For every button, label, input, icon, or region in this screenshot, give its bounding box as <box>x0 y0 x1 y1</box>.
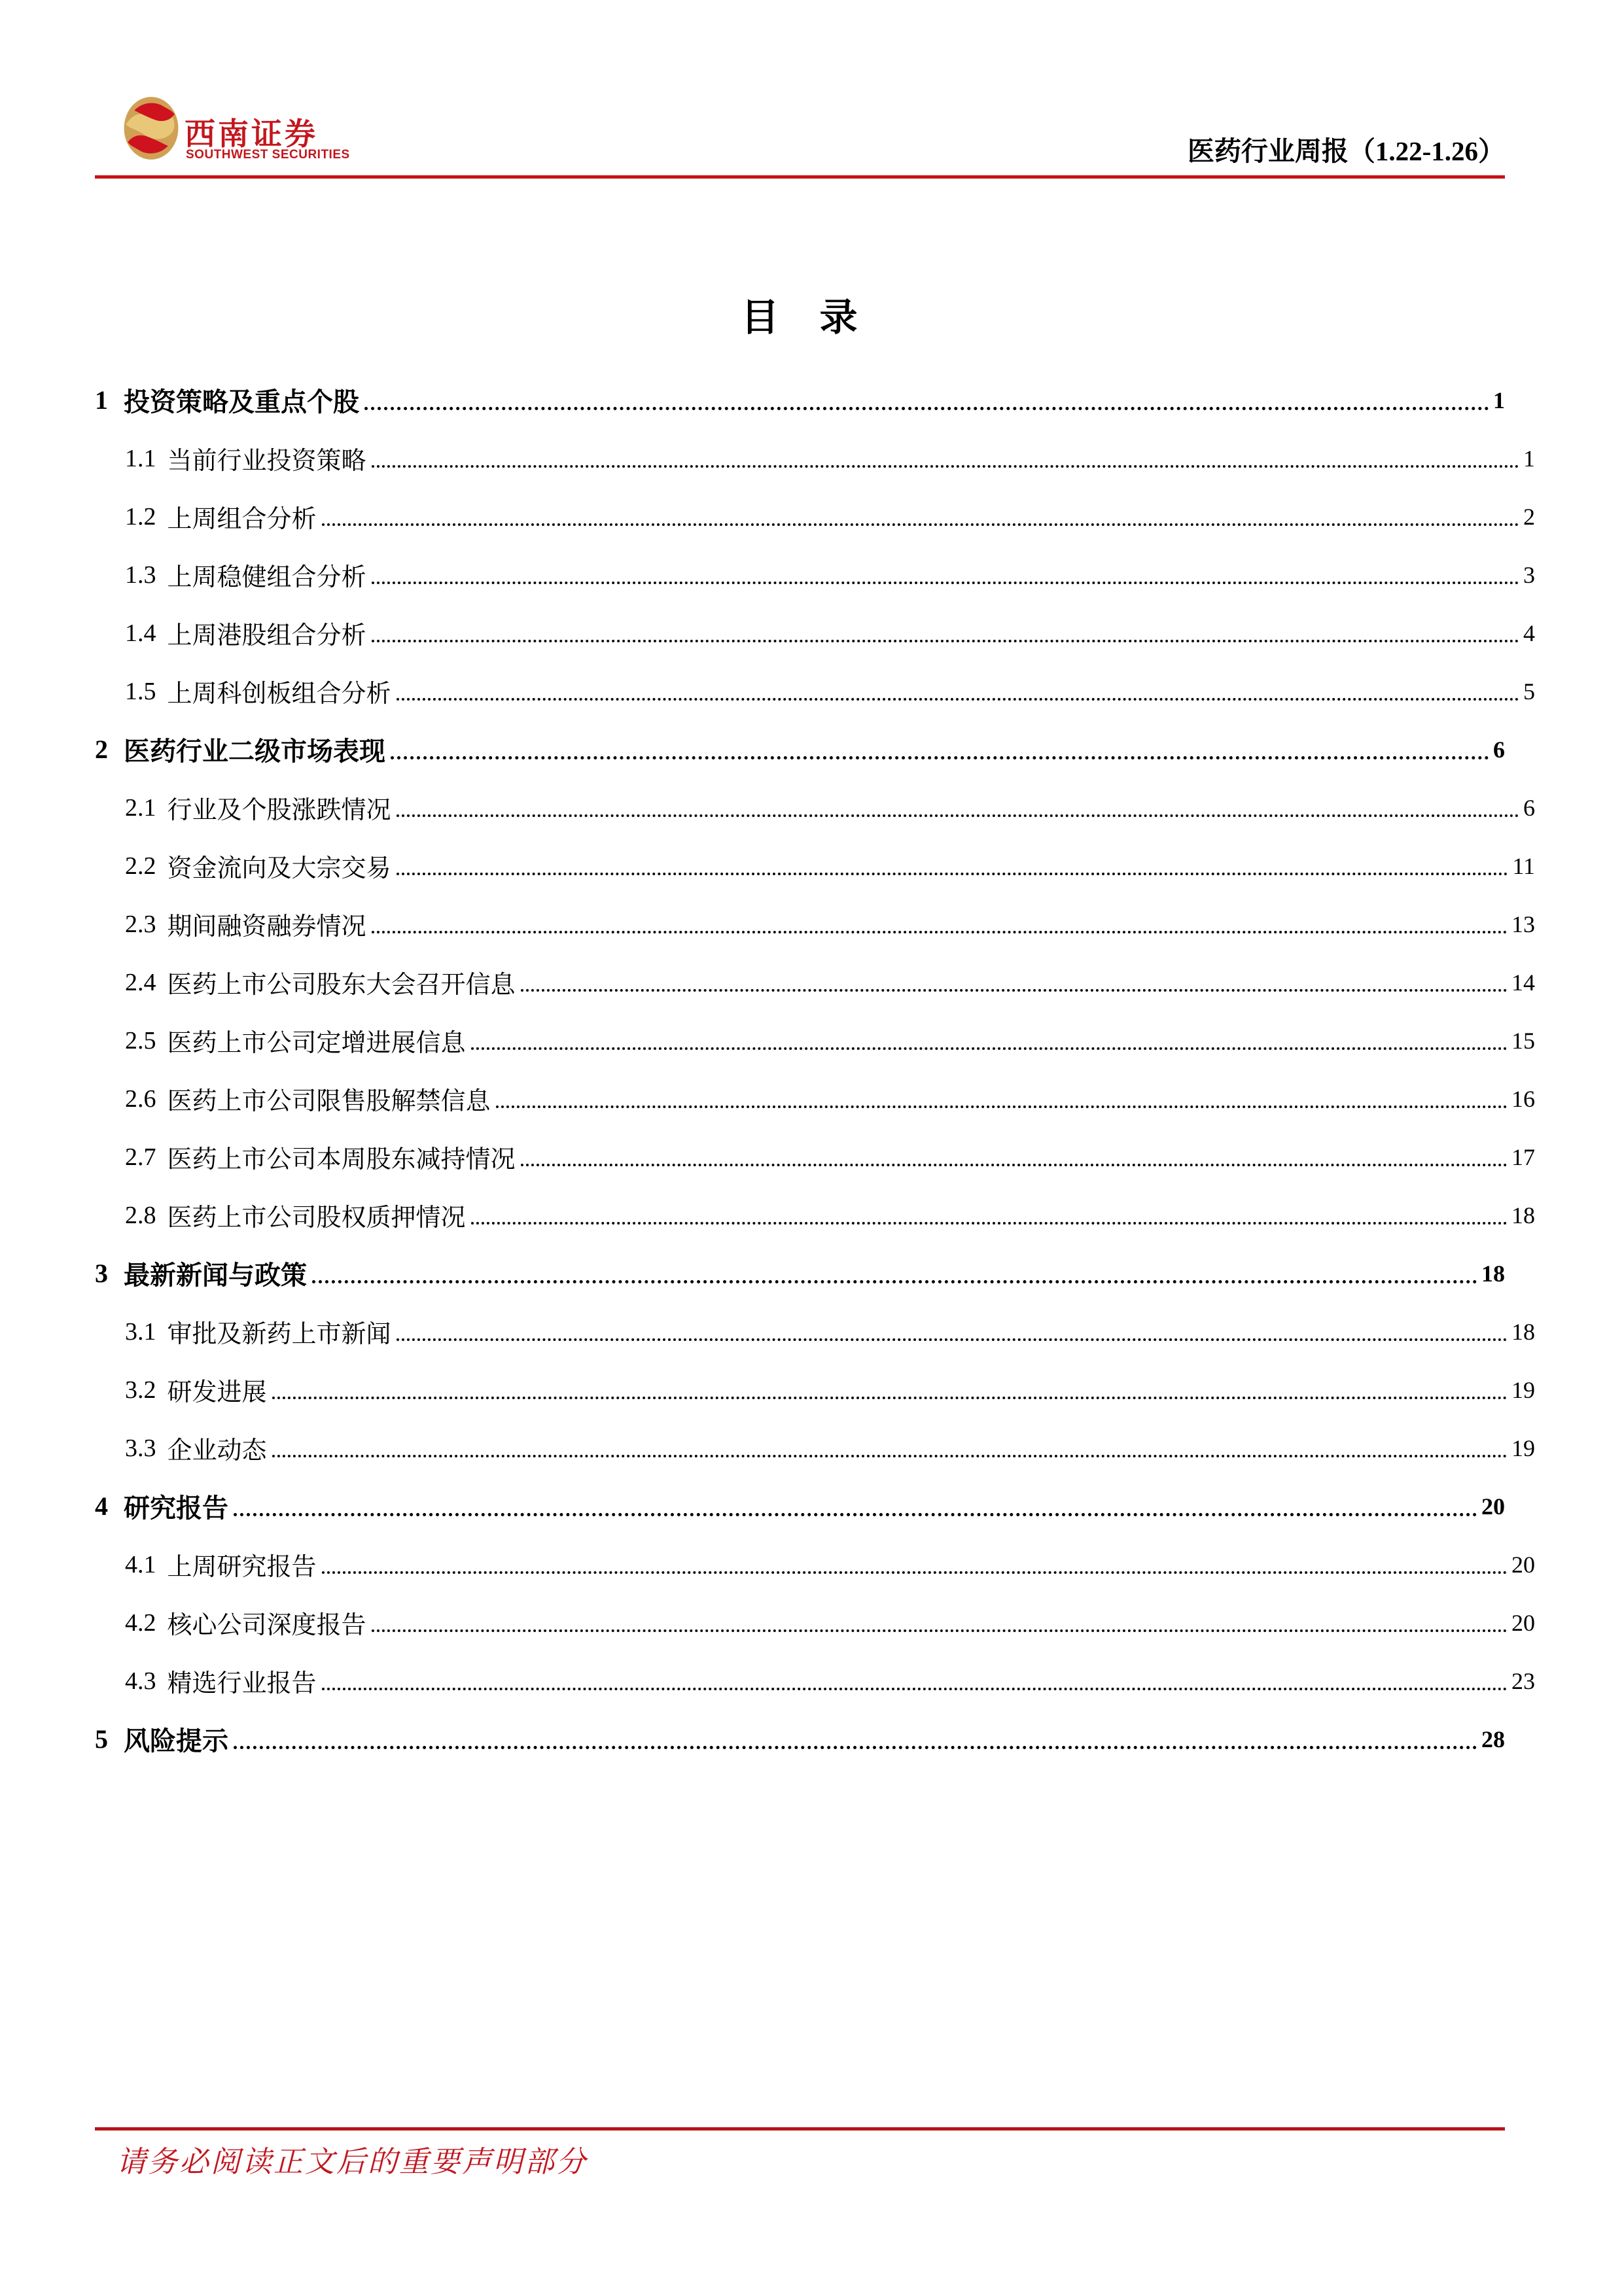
toc-entry-number: 1.1 <box>125 444 156 472</box>
footer-disclaimer: 请务必阅读正文后的重要声明部分 <box>116 2146 588 2178</box>
toc-entry-title: 当前行业投资策略 <box>167 447 366 475</box>
toc-entry-page: 28 <box>1481 1726 1505 1752</box>
toc-entry-title: 行业及个股涨跌情况 <box>167 797 391 824</box>
toc-entry-page: 20 <box>1511 1609 1535 1636</box>
toc-entry-title: 企业动态 <box>167 1437 267 1465</box>
toc-entry-title: 风险提示 <box>124 1726 228 1756</box>
toc-entry[interactable] <box>95 1652 1535 1710</box>
toc-dot-leader <box>366 604 1523 662</box>
toc-entry-number: 2.6 <box>125 1085 156 1113</box>
toc-entry[interactable] <box>95 429 1535 487</box>
toc-entry-number: 3.1 <box>125 1317 156 1346</box>
toc-entry-page: 19 <box>1511 1376 1535 1403</box>
toc-entry-number: 2.3 <box>125 910 156 938</box>
toc-entry-page: 1 <box>1493 387 1505 413</box>
toc-dot-leader <box>466 1011 1511 1070</box>
toc-entry-title: 上周组合分析 <box>167 506 317 533</box>
toc-dot-leader <box>317 487 1523 546</box>
toc-entry-number: 3.3 <box>125 1434 156 1462</box>
logo-company-name-en: SOUTHWEST SECURITIES <box>186 148 350 162</box>
toc-entry-title: 核心公司深度报告 <box>167 1612 366 1639</box>
toc-list <box>95 371 1535 1768</box>
toc-entry[interactable] <box>95 546 1535 604</box>
toc-entry-title: 医药上市公司定增进展信息 <box>167 1030 466 1057</box>
toc-entry-page: 15 <box>1511 1027 1535 1054</box>
toc-entry-number: 2.4 <box>125 968 156 996</box>
toc-dot-leader <box>391 778 1523 837</box>
toc-entry-page: 20 <box>1511 1551 1535 1578</box>
toc-entry-title: 研发进展 <box>167 1379 267 1406</box>
toc-entry[interactable] <box>95 1186 1535 1244</box>
toc-entry-page: 18 <box>1511 1202 1535 1228</box>
toc-entry-page: 14 <box>1511 969 1535 996</box>
toc-entry[interactable] <box>95 1535 1535 1593</box>
toc-dot-leader <box>391 662 1523 720</box>
toc-entry-number: 1.5 <box>125 677 156 705</box>
toc-dot-leader <box>385 720 1493 778</box>
toc-entry-title: 医药上市公司本周股东减持情况 <box>167 1146 516 1174</box>
toc-entry[interactable] <box>95 1070 1535 1128</box>
toc-entry[interactable] <box>95 720 1505 778</box>
toc-dot-leader <box>366 1593 1511 1652</box>
logo-company-name: 西南证券 <box>185 118 318 152</box>
toc-dot-leader <box>228 1710 1481 1768</box>
toc-entry-page: 23 <box>1511 1667 1535 1694</box>
toc-entry[interactable] <box>95 662 1535 720</box>
toc-entry-number: 3 <box>95 1259 108 1288</box>
toc-entry-page: 19 <box>1511 1435 1535 1461</box>
toc-dot-leader <box>307 1244 1481 1302</box>
toc-entry-number: 1.4 <box>125 619 156 647</box>
toc-entry-page: 1 <box>1523 445 1535 472</box>
toc-dot-leader <box>366 429 1523 487</box>
toc-entry-page: 5 <box>1523 678 1535 704</box>
toc-dot-leader <box>366 895 1511 953</box>
toc-entry-title: 最新新闻与政策 <box>124 1261 307 1290</box>
toc-entry-title: 期间融资融券情况 <box>167 913 366 941</box>
toc-dot-leader <box>516 953 1511 1011</box>
footer-rule <box>95 2127 1505 2131</box>
toc-entry-page: 6 <box>1493 736 1505 763</box>
toc-entry-page: 6 <box>1523 794 1535 821</box>
toc-entry-page: 4 <box>1523 619 1535 646</box>
toc-entry[interactable] <box>95 1244 1505 1302</box>
toc-entry-title: 研究报告 <box>124 1493 228 1523</box>
toc-dot-leader <box>359 371 1493 429</box>
toc-entry-page: 3 <box>1523 561 1535 588</box>
toc-dot-leader <box>366 546 1523 604</box>
toc-entry-number: 1.2 <box>125 502 156 531</box>
toc-entry-number: 4.3 <box>125 1667 156 1695</box>
toc-entry[interactable] <box>95 1419 1535 1477</box>
toc-entry-title: 医药上市公司股权质押情况 <box>167 1204 466 1232</box>
toc-entry-number: 2.8 <box>125 1201 156 1229</box>
toc-entry[interactable] <box>95 487 1535 546</box>
toc-entry-number: 3.2 <box>125 1376 156 1404</box>
toc-entry-page: 16 <box>1511 1085 1535 1112</box>
toc-entry-number: 2.2 <box>125 852 156 880</box>
toc-entry-number: 1 <box>95 385 108 415</box>
toc-entry[interactable] <box>95 1593 1535 1652</box>
toc-entry[interactable] <box>95 895 1535 953</box>
toc-entry-title: 上周港股组合分析 <box>167 622 366 650</box>
toc-entry-title: 医药行业二级市场表现 <box>124 737 385 766</box>
toc-dot-leader <box>317 1535 1511 1593</box>
toc-dot-leader <box>516 1128 1511 1186</box>
toc-entry-title: 医药上市公司限售股解禁信息 <box>167 1088 491 1115</box>
toc-entry[interactable] <box>95 1361 1535 1419</box>
toc-dot-leader <box>267 1419 1511 1477</box>
toc-entry[interactable] <box>95 371 1505 429</box>
toc-entry[interactable] <box>95 1128 1535 1186</box>
southwest-securities-logo-icon <box>123 96 179 161</box>
report-title: 医药行业周报（1.22-1.26） <box>1187 136 1505 166</box>
toc-entry-title: 审批及新药上市新闻 <box>167 1321 391 1348</box>
toc-entry-title: 上周研究报告 <box>167 1554 317 1581</box>
toc-entry-number: 4.1 <box>125 1550 156 1578</box>
toc-entry-number: 1.3 <box>125 561 156 589</box>
toc-dot-leader <box>491 1070 1511 1128</box>
toc-dot-leader <box>317 1652 1511 1710</box>
toc-entry[interactable] <box>95 837 1535 895</box>
toc-dot-leader <box>391 837 1513 895</box>
toc-entry-number: 4 <box>95 1491 108 1521</box>
toc-entry[interactable] <box>95 1710 1505 1768</box>
toc-dot-leader <box>466 1186 1511 1244</box>
toc-entry-page: 17 <box>1511 1143 1535 1170</box>
toc-entry-page: 18 <box>1511 1318 1535 1345</box>
toc-dot-leader <box>391 1302 1511 1361</box>
toc-entry[interactable] <box>95 1477 1505 1535</box>
toc-entry-page: 11 <box>1512 852 1535 879</box>
toc-entry-title: 资金流向及大宗交易 <box>167 855 391 882</box>
toc-entry-page: 20 <box>1481 1493 1505 1520</box>
toc-entry-title: 上周科创板组合分析 <box>167 680 391 708</box>
toc-title: 目 录 <box>741 296 859 339</box>
toc-entry-page: 2 <box>1523 503 1535 530</box>
toc-entry-number: 4.2 <box>125 1609 156 1637</box>
header-rule <box>95 175 1505 179</box>
toc-entry-number: 5 <box>95 1724 108 1754</box>
toc-entry[interactable] <box>95 1302 1535 1361</box>
toc-entry-page: 18 <box>1481 1260 1505 1287</box>
toc-entry[interactable] <box>95 953 1535 1011</box>
toc-entry-page: 13 <box>1511 911 1535 937</box>
toc-entry-title: 精选行业报告 <box>167 1670 317 1697</box>
toc-entry[interactable] <box>95 1011 1535 1070</box>
toc-entry-number: 2.7 <box>125 1143 156 1171</box>
toc-entry[interactable] <box>95 604 1535 662</box>
toc-entry-title: 上周稳健组合分析 <box>167 564 366 591</box>
toc-entry[interactable] <box>95 778 1535 837</box>
toc-entry-number: 2.1 <box>125 793 156 822</box>
toc-dot-leader <box>267 1361 1511 1419</box>
toc-entry-number: 2.5 <box>125 1026 156 1054</box>
toc-entry-title: 医药上市公司股东大会召开信息 <box>167 971 516 999</box>
toc-entry-title: 投资策略及重点个股 <box>124 387 359 417</box>
toc-entry-number: 2 <box>95 735 108 764</box>
toc-dot-leader <box>228 1477 1481 1535</box>
